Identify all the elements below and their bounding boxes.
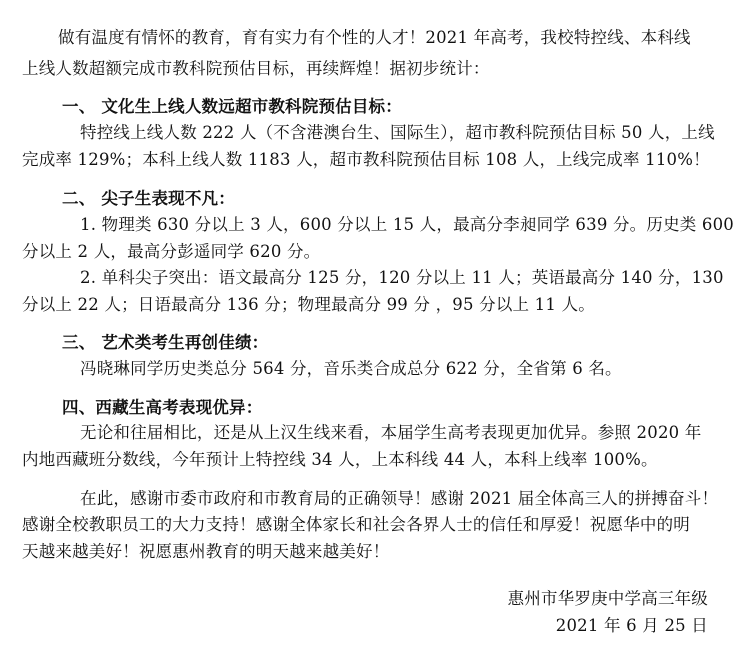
intro-line-2: 上线人数超额完成市教科院预估目标，再续辉煌！据初步统计： bbox=[22, 59, 490, 78]
section-2-line-4: 分以上 22 人；日语最高分 136 分；物理最高分 99 分 ，95 分以上 11 人。 bbox=[22, 295, 595, 314]
section-4-line-2: 内地西藏班分数线，今年预计上特控线 34 人，上本科线 44 人，本科上线率 100%。 bbox=[22, 450, 658, 469]
section-1-line-2: 完成率 129%；本科上线人数 1183 人，超市教科院预估目标 108 人，上线完成率 110%！ bbox=[22, 150, 710, 169]
signature-date: 2021 年 6 月 25 日 bbox=[555, 616, 708, 635]
section-3-line-1: 冯晓琳同学历史类总分 564 分，音乐类合成总分 622 分，全省第 6 名。 bbox=[80, 359, 622, 378]
closing-line-1: 在此，感谢市委市政府和市教育局的正确领导！感谢 2021 届全体高三人的拼搏奋斗！ bbox=[80, 489, 719, 508]
section-2-line-2: 分以上 2 人，最高分彭遥同学 620 分。 bbox=[22, 242, 321, 261]
section-2-heading: 二、 尖子生表现不凡： bbox=[62, 189, 235, 208]
section-3-heading: 三、 艺术类考生再创佳绩： bbox=[62, 333, 269, 352]
section-1-line-1: 特控线上线人数 222 人（不含港澳台生、国际生），超市教科院预估目标 50 人，上线 bbox=[80, 123, 715, 142]
section-2-line-1: 1. 物理类 630 分以上 3 人，600 分以上 15 人，最高分李昶同学 639 分。历史类 600 bbox=[80, 215, 735, 234]
section-1-heading: 一、 文化生上线人数远超市教科院预估目标： bbox=[62, 97, 402, 116]
signature-org: 惠州市华罗庚中学高三年级 bbox=[507, 589, 708, 608]
section-2-line-3: 2. 单科尖子突出：语文最高分 125 分，120 分以上 11 人；英语最高分 140 分，130 bbox=[80, 268, 724, 287]
intro-line-1: 做有温度有情怀的教育，育有实力有个性的人才！2021 年高考，我校特控线、本科线 bbox=[58, 28, 691, 47]
section-4-heading: 四、西藏生高考表现优异： bbox=[62, 398, 263, 417]
closing-line-3: 天越来越美好！祝愿惠州教育的明天越来越美好！ bbox=[22, 542, 390, 561]
section-4-line-1: 无论和往届相比，还是从上汉生线来看，本届学生高考表现更加优异。参照 2020 年 bbox=[80, 423, 702, 442]
closing-line-2: 感谢全校教职员工的大力支持！感谢全体家长和社会各界人士的信任和厚爱！祝愿华中的明 bbox=[22, 515, 690, 534]
